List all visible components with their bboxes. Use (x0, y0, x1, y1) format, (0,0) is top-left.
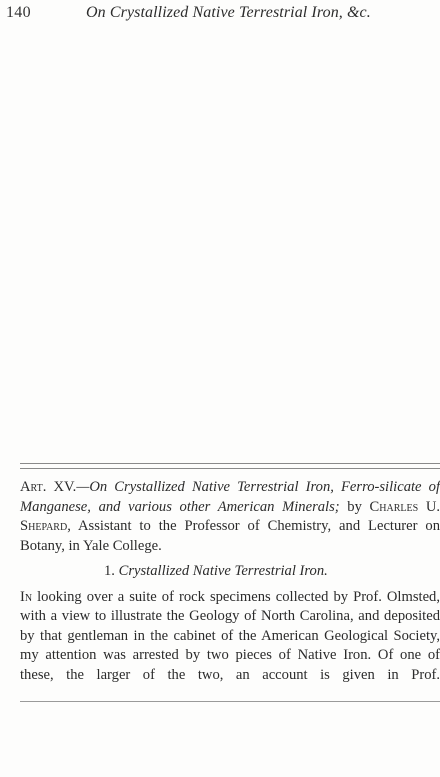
by-word: by (339, 498, 370, 515)
article-title: —On Crystallized Native Terrestrial Iron, Ferro-silicate of Manganese, and various other American Minerals; (20, 479, 440, 515)
opening-word: In (20, 588, 33, 605)
section-title: Crystallized Native Terrestrial Iron. (118, 563, 328, 579)
bottom-rule (20, 701, 440, 702)
section-number: 1. (104, 563, 115, 579)
section-divider (20, 463, 440, 469)
body-paragraph (20, 588, 440, 686)
article-label: Art. XV. (20, 479, 77, 495)
author-affiliation: , Assistant to the Professor of Chemistry, and Lecturer on Botany, in Yale College. (20, 518, 440, 554)
author-name: Charles U. Shepard (20, 498, 440, 534)
running-title: On Crystallized Native Terrestrial Iron, &c. (86, 4, 371, 21)
paragraph-text: looking over a suite of rock specimens collected by Prof. Olmsted, with a view to illustrate the Geology of North Carolina, and deposited by that gentleman in the cabinet of the American Geological Society, my attention was arrested by two pieces of Native Iron. Of one of these, the larger of the two, an account is given in Prof. (20, 588, 440, 683)
section-heading (20, 562, 440, 582)
article-heading (20, 478, 440, 556)
page-number: 140 (6, 4, 31, 21)
article (20, 478, 440, 685)
running-head (0, 4, 440, 28)
